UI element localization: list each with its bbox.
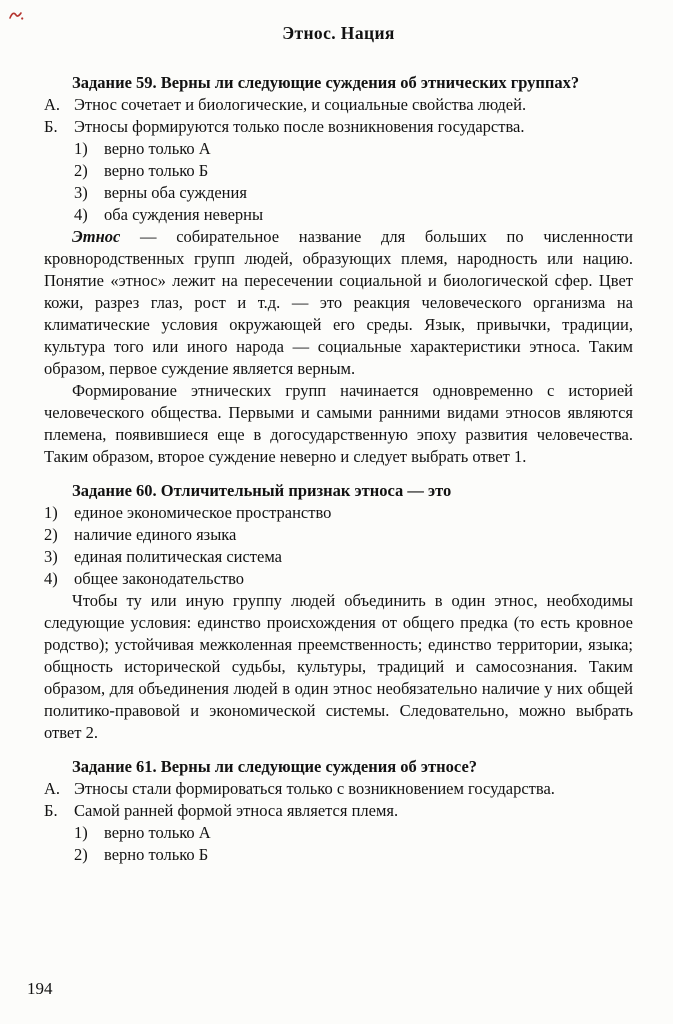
task-60-label: Задание 60.: [72, 481, 157, 500]
option-text: верно только А: [104, 823, 211, 842]
option-marker: 2): [44, 525, 58, 544]
explanation-lead-word: Этнос: [72, 227, 121, 246]
option-marker: 3): [74, 183, 88, 202]
statement-text: Этносы формируются только после возникновения государства.: [74, 117, 525, 136]
task-59-label: Задание 59.: [72, 73, 157, 92]
task-60-option-2: [44, 524, 633, 546]
task-59-option-1: [74, 138, 633, 160]
explanation-text: Чтобы ту или иную группу людей объединить в один этнос, необходимы следующие условия: единство происхождения от общего предка (то есть кровное родство); устойчивая межколенная преемственность; единство территории, языка; общность исторической судьбы, культуры, традиций и самосознания. Таким образом, для объединения людей в один этнос необязательно наличие у них общей политико-правовой и экономической системы. Следовательно, можно выбрать ответ 2.: [44, 591, 633, 742]
task-60-option-1: [44, 502, 633, 524]
task-61-option-1: [74, 822, 633, 844]
statement-marker: Б.: [44, 801, 58, 820]
option-text: верно только А: [104, 139, 211, 158]
task-60-heading: [44, 480, 633, 502]
statement-text: Этносы стали формироваться только с возникновением государства.: [74, 779, 555, 798]
option-text: верны оба суждения: [104, 183, 247, 202]
task-59-option-2: [74, 160, 633, 182]
option-marker: 2): [74, 161, 88, 180]
scan-corner-mark-icon: [8, 6, 24, 18]
explanation-text: Формирование этнических групп начинается одновременно с историей человеческого общества. Первыми и самыми ранними видами этносов являются племена, появившиеся еще в догосударственную эпоху развития человечества. Таким образом, второе суждение неверно и следует выбрать ответ 1.: [44, 381, 633, 466]
task-60: [44, 480, 633, 744]
statement-marker: А.: [44, 779, 61, 798]
task-61-statement-a: [44, 778, 633, 800]
task-61-option-2: [74, 844, 633, 866]
option-text: наличие единого языка: [74, 525, 237, 544]
task-59-option-3: [74, 182, 633, 204]
task-61-heading: [44, 756, 633, 778]
statement-text: Самой ранней формой этноса является племя.: [74, 801, 399, 820]
option-marker: 1): [44, 503, 58, 522]
task-61-label: Задание 61.: [72, 757, 157, 776]
task-60-option-4: [44, 568, 633, 590]
option-marker: 4): [44, 569, 58, 588]
statement-text: Этнос сочетает и биологические, и социальные свойства людей.: [74, 95, 527, 114]
task-61-statement-b: [44, 800, 633, 822]
option-marker: 1): [74, 823, 88, 842]
option-text: общее законодательство: [74, 569, 245, 588]
task-60-question: Отличительный признак этноса — это: [160, 481, 452, 500]
page-title: Этнос. Нация: [282, 23, 395, 43]
task-59-option-4: [74, 204, 633, 226]
task-60-option-3: [44, 546, 633, 568]
option-text: верно только Б: [104, 845, 209, 864]
task-59-question: Верны ли следующие суждения об этнических группах?: [160, 73, 580, 92]
task-60-explanation: [44, 590, 633, 744]
statement-marker: Б.: [44, 117, 58, 136]
task-61-question: Верны ли следующие суждения об этносе?: [160, 757, 478, 776]
task-59-heading: [44, 72, 633, 94]
option-text: оба суждения неверны: [104, 205, 264, 224]
statement-marker: А.: [44, 95, 61, 114]
task-61: [44, 756, 633, 866]
explanation-text: — собирательное название для больших по численности кровнородственных групп людей, образующих племя, народность или нацию. Понятие «этнос» лежит на пересечении социальной и биологической сфер. Цвет кожи, разрез глаз, рост и т.д. — это реакция человеческого организма на климатические условия окружающей его среды. Язык, привычки, традиции, культура того или иного народа — социальные характеристики этноса. Таким образом, первое суждение является верным.: [44, 227, 634, 378]
option-text: единое экономическое пространство: [74, 503, 332, 522]
task-59-explanation-2: [44, 380, 633, 468]
task-59-statement-a: [44, 94, 633, 116]
task-59: [44, 72, 633, 468]
task-59-explanation-1: [44, 226, 633, 380]
option-marker: 3): [44, 547, 58, 566]
option-marker: 4): [74, 205, 88, 224]
task-59-statement-b: [44, 116, 633, 138]
option-marker: 2): [74, 845, 88, 864]
option-text: единая политическая система: [74, 547, 282, 566]
option-text: верно только Б: [104, 161, 209, 180]
option-marker: 1): [74, 139, 88, 158]
page-number: 194: [27, 979, 53, 998]
